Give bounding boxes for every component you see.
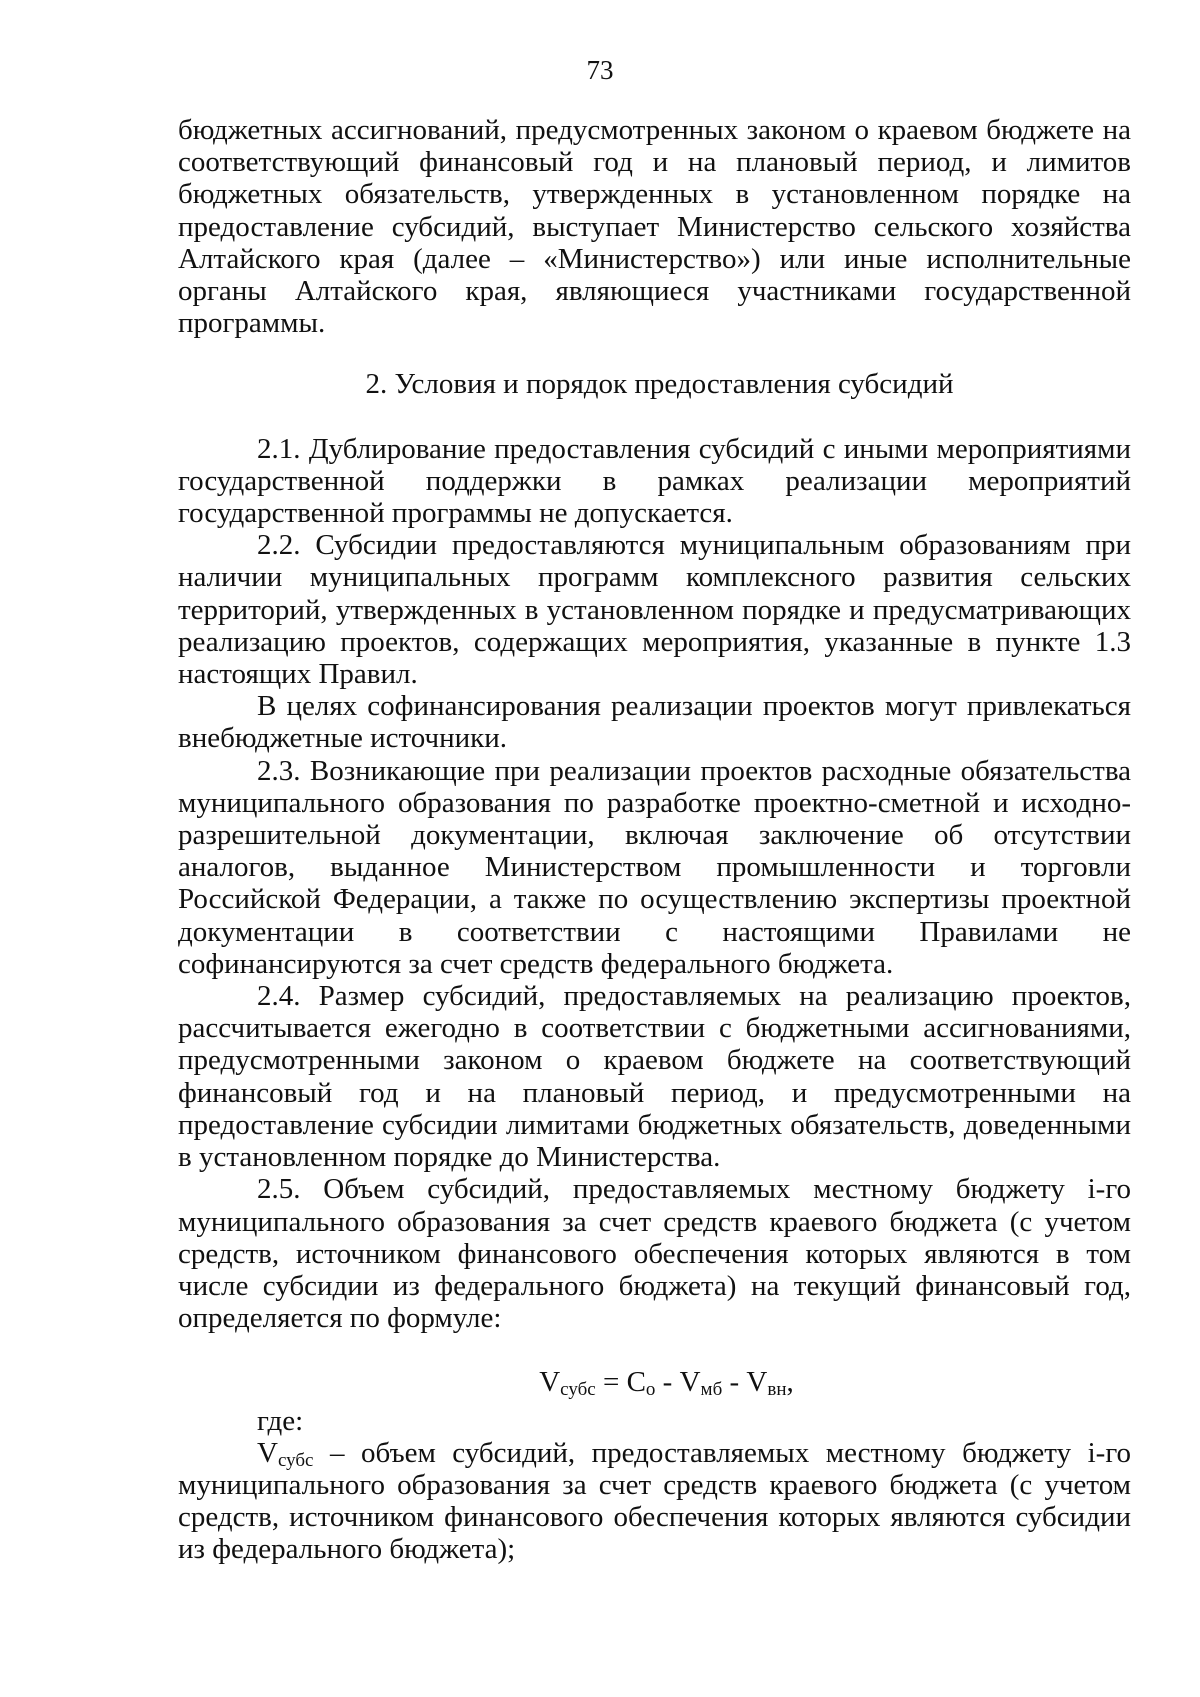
section-heading: 2. Условия и порядок предоставления субсидий [365, 368, 954, 401]
formula-tail: , [786, 1366, 794, 1399]
definition-text: – объем субсидий, предоставляемых местному бюджету i-го муниципального образования за счет средств краевого бюджета (с учетом средств, источником финансового обеспечения которых являются субсидии из федерального бюджета); [178, 1436, 1131, 1566]
formula [178, 1366, 1131, 1401]
paragraph-2-3: 2.3. Возникающие при реализации проектов расходные обязательства муниципального образования по разработке проектно-сметной и исходно-разрешительной документации, включая заключение об отсутствии аналогов, выданное Министерством промышленности и торговли Российской Федерации, а также по осуществлению экспертизы проектной документации в соответствии с настоящими Правилами не софинансируются за счет средств федерального бюджета. [178, 754, 1131, 980]
formula-minus-2: - [722, 1366, 747, 1399]
definition-v-subs [178, 1437, 1131, 1566]
formula-v3: V [746, 1366, 768, 1399]
page-number: 73 [586, 55, 614, 85]
definition-symbol-sub: субс [277, 1449, 314, 1471]
formula-equals: = [595, 1366, 627, 1399]
paragraph-cofinancing: В целях софинансирования реализации проектов могут привлекаться внебюджетные источники. [178, 690, 1131, 755]
paragraph-continuation: бюджетных ассигнований, предусмотренных законом о краевом бюджете на соответствующий финансовый год и на плановый период, и лимитов бюджетных обязательств, утвержденных в установленном порядке на предоставление субсидий, выступает Министерство сельского хозяйства Алтайского края (далее – «Министерство») или иные исполнительные органы Алтайского края, являющиеся участниками государственной программы. [178, 114, 1131, 340]
formula-v3-sub: вн [767, 1379, 787, 1401]
paragraph-2-2: 2.2. Субсидии предоставляются муниципальным образованиям при наличии муниципальных программ комплексного развития сельских территорий, утвержденных в установленном порядке и предусматривающих реализацию проектов, содержащих мероприятия, указанные в пункте 1.3 настоящих Правил. [178, 529, 1131, 691]
formula-v: V [539, 1366, 561, 1399]
formula-v-sub: субс [560, 1379, 596, 1401]
document-body [178, 114, 1131, 1566]
paragraph-2-4: 2.4. Размер субсидий, предоставляемых на реализацию проектов, рассчитывается ежегодно в соответствии с бюджетными ассигнованиями, предусмотренными законом о краевом бюджете на соответствующий финансовый год и на плановый период, и предусмотренными на предоставление субсидии лимитами бюджетных обязательств, доведенными в установленном порядке до Министерства. [178, 980, 1131, 1174]
paragraph-2-5: 2.5. Объем субсидий, предоставляемых местному бюджету i-го муниципального образования за счет средств краевого бюджета (с учетом средств, источником финансового обеспечения которых являются в том числе субсидии из федерального бюджета) на текущий финансовый год, определяется по формуле: [178, 1173, 1131, 1335]
formula-v2-sub: мб [700, 1379, 723, 1401]
formula-c-sub: о [645, 1379, 656, 1401]
definition-symbol: V [257, 1436, 278, 1469]
where-label: где: [257, 1404, 304, 1437]
formula-v2: V [679, 1366, 701, 1399]
formula-c: C [626, 1366, 646, 1399]
formula-minus-1: - [655, 1366, 680, 1399]
paragraph-2-1: 2.1. Дублирование предоставления субсидий с иными мероприятиями государственной поддержки в рамках реализации мероприятий государственной программы не допускается. [178, 432, 1131, 530]
